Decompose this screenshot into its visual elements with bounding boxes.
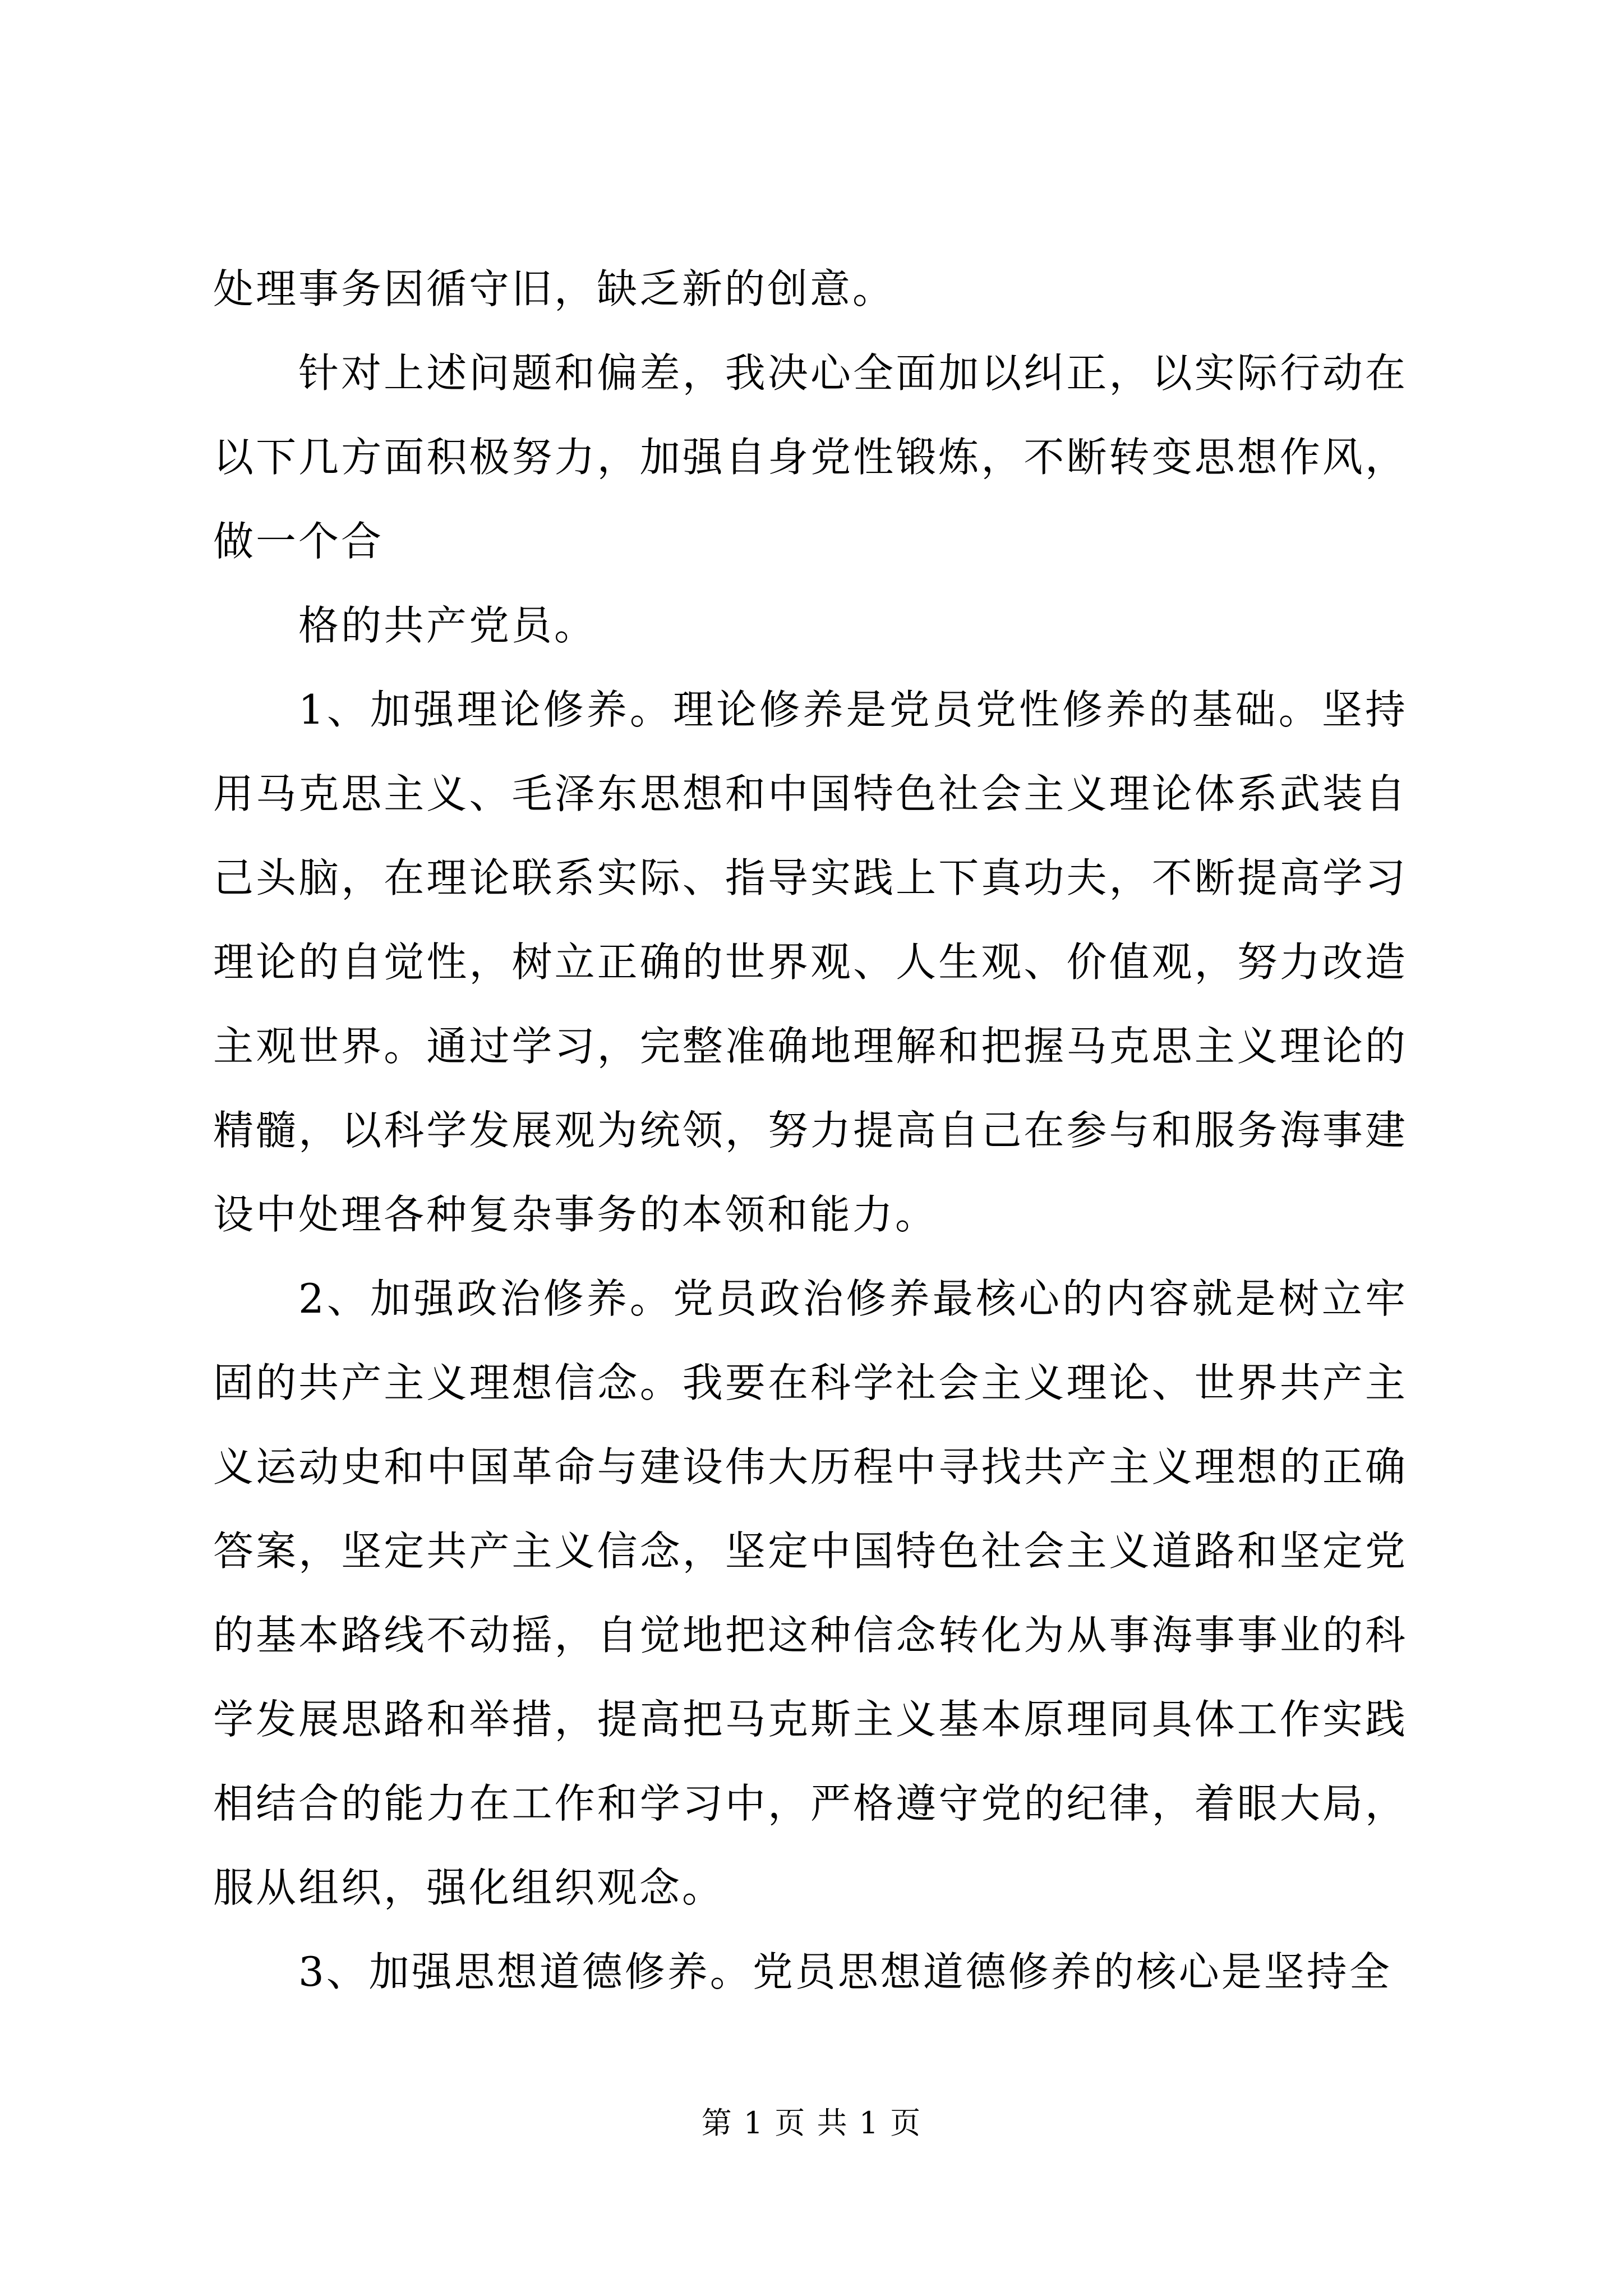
paragraph-3: 格的共产党员。 xyxy=(298,602,597,649)
paragraph-4: 1、加强理论修养。理论修养是党员党性修养的基础。坚持用马克思主义、毛泽东思想和中国特色社会主义理论体系武装自己头脑，在理论联系实际、指导实践上下真功夫，不断提高学习理论的自觉性，树立正确的世界观、人生观、价值观，努力改造主观世界。通过学习，完整准确地理解和把握马克思主义理论的精髓，以科学发展观为统领，努力提高自己在参与和服务海事建设中处理各种复杂事务的本领和能力。 xyxy=(213,686,1408,1238)
paragraph-6: 3、加强思想道德修养。党员思想道德修养的核心是坚持全 xyxy=(298,1948,1392,1995)
paragraph-5: 2、加强政治修养。党员政治修养最核心的内容就是树立牢固的共产主义理想信念。我要在科学社会主义理论、世界共产主义运动史和中国革命与建设伟大历程中寻找共产主义理想的正确答案，坚定共产主义信念，坚定中国特色社会主义道路和坚定党的基本路线不动摇，自觉地把这种信念转化为从事海事事业的科学发展思路和举措，提高把马克斯主义基本原理同具体工作实践相结合的能力在工作和学习中，严格遵守党的纪律，着眼大局，服从组织，强化组织观念。 xyxy=(213,1275,1408,1911)
paragraph-1: 处理事务因循守旧，缺乏新的创意。 xyxy=(213,265,896,312)
document-body xyxy=(213,247,1408,2014)
page-number-label: 第 1 页 共 1 页 xyxy=(701,2105,922,2141)
page-footer xyxy=(0,2104,1623,2143)
paragraph-2: 针对上述问题和偏差，我决心全面加以纠正，以实际行动在以下几方面积极努力，加强自身党性锻炼，不断转变思想作风，做一个合 xyxy=(213,349,1408,565)
